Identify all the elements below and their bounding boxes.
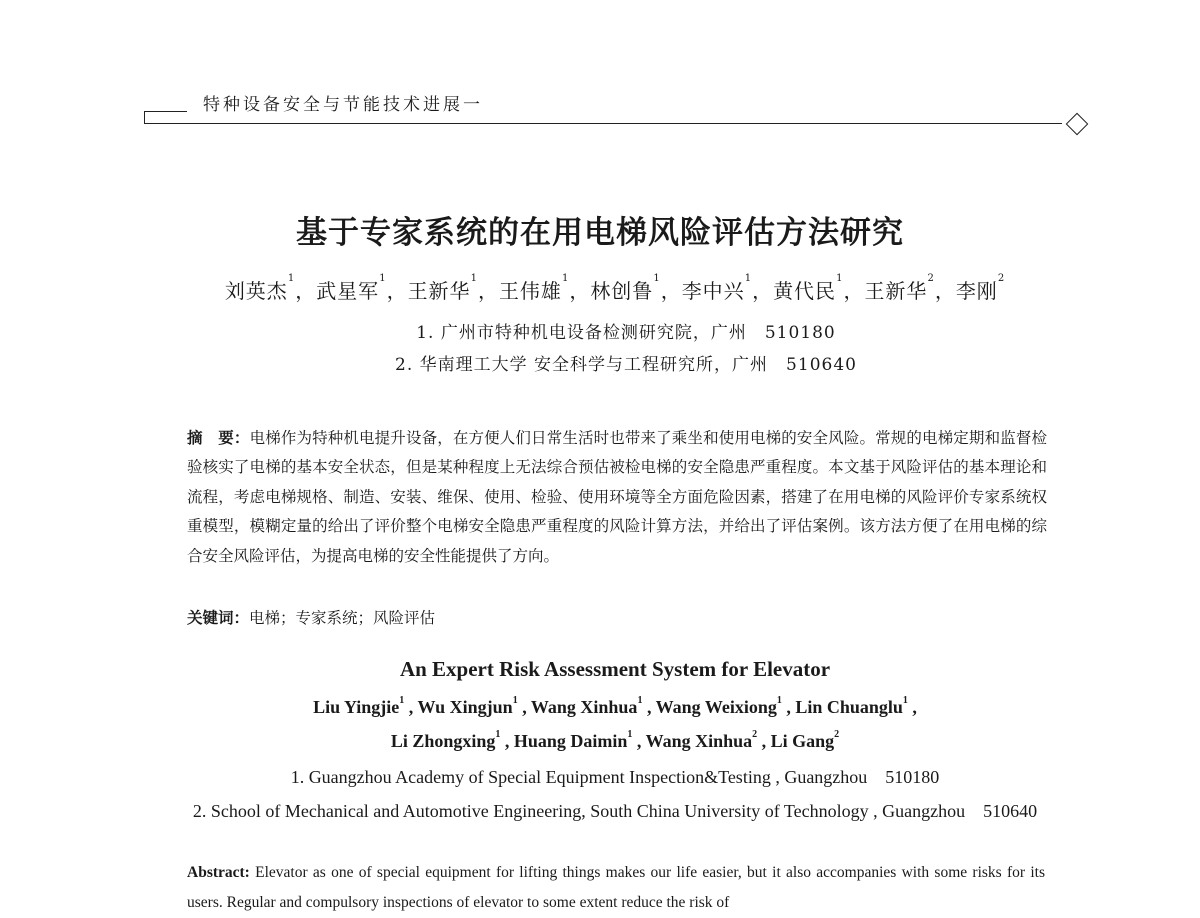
author-affiliation-mark: 1 (836, 273, 844, 284)
author-name: 武星军 (316, 279, 380, 303)
authors-cn: 刘英杰$^1$，武星军$^1$，王新华$^1$，王伟雄$^1$，林创鲁$^1$，李中兴$^1$，黄代民$^1$，王新华$^2$，李刚$^2$ (224, 273, 1006, 303)
author-affiliation-mark: 1 (627, 729, 633, 740)
abstract-cn-text: 电梯作为特种机电提升设备，在方便人们日常生活时也带来了乘坐和使用电梯的安全风险。常规的电梯定期和监督检验核实了电梯的基本安全状态，但是某种程度上无法综合预估被检电梯的安全隐患严重程度。本文基于风险评估的基本理论和流程，考虑电梯规格、制造、安装、维保、使用、检验、使用环境等全方面危险因素，搭建了在用电梯的风险评价专家系统权重模型，模糊定量的给出了评价整个电梯安全隐患严重程度的风险计算方法，并给出了评估案例。该方法方便了在用电梯的综合安全风险评估，为提高电梯的安全性能提供了方向。 (187, 429, 1047, 565)
author-affiliation-mark: 1 (379, 273, 387, 284)
author-name: 王新华 (407, 279, 471, 303)
author-name: Li Zhongxing (390, 731, 496, 751)
author-name: 林创鲁 (590, 279, 654, 303)
author-affiliation-mark: 1 (744, 273, 753, 284)
author-name: Li Gang (770, 731, 835, 751)
abstract-en-text: Elevator as one of special equipment for lifting things makes our life easier, but it also accompanies with some risks for its users. Regular and compulsory inspections of elevator to some extent reduce the risk of (187, 864, 1045, 911)
paper-title-en: An Expert Risk Assessment System for Elevator (399, 657, 831, 681)
abstract-cn-label: 摘 要： (187, 429, 250, 447)
author-affiliation-mark: 1 (495, 729, 501, 740)
keywords-cn-text: 电梯；专家系统；风险评估 (249, 609, 436, 627)
author-affiliation-mark: 1 (776, 695, 782, 706)
abstract-cn (187, 424, 1047, 571)
author-affiliation-mark: 2 (834, 729, 840, 740)
author-name: 黄代民 (773, 279, 837, 303)
keywords-cn-label: 关键词： (187, 609, 250, 627)
author-name: Wu Xingjun (417, 697, 513, 717)
keywords-cn (187, 606, 435, 628)
author-name: Wang Xinhua (530, 697, 638, 717)
author-affiliation-mark: 1 (287, 273, 296, 284)
author-affiliation-mark: 1 (653, 273, 661, 284)
abstract-en (187, 858, 1045, 918)
author-affiliation-mark: 1 (512, 695, 518, 706)
series-title: 特种设备安全与节能技术进展一 (203, 95, 483, 115)
affiliation-cn-1: 1. 广州市特种机电设备检测研究院，广州 510180 (416, 323, 836, 343)
author-affiliation-mark: 1 (399, 695, 405, 706)
author-affiliation-mark: 2 (927, 273, 935, 284)
author-name: 刘英杰 (224, 279, 288, 303)
affiliation-en-2: 2. School of Mechanical and Automotive Engineering, South China University of Technology , Guangzhou 510640 (192, 801, 1038, 821)
author-name: Lin Chuanglu (795, 697, 903, 717)
author-affiliation-mark: 1 (470, 273, 478, 284)
paper-title-cn: 基于专家系统的在用电梯风险评估方法研究 (296, 215, 904, 251)
affiliation-en-1: 1. Guangzhou Academy of Special Equipment Inspection&Testing , Guangzhou 510180 (290, 767, 940, 787)
author-name: Wang Weixiong (655, 697, 777, 717)
author-affiliation-mark: 1 (902, 695, 908, 706)
author-name: Liu Yingjie (313, 697, 400, 717)
authors-en-line1: Liu Yingjie$^1$ , Wu Xingjun$^1$ , Wang Xinhua$^1$ , Wang Weixiong$^1$ , Lin Chuanglu$^1$ , (313, 695, 917, 717)
author-affiliation-mark: 2 (752, 729, 758, 740)
author-name: 王伟雄 (498, 279, 562, 303)
author-name: 李中兴 (681, 279, 745, 303)
author-affiliation-mark: 2 (997, 273, 1006, 284)
author-name: Huang Daimin (513, 731, 628, 751)
author-name: 李刚 (955, 279, 998, 303)
author-name: 王新华 (864, 279, 928, 303)
author-affiliation-mark: 1 (561, 273, 570, 284)
abstract-en-label: Abstract: (187, 864, 250, 881)
header-rule (144, 123, 1062, 124)
affiliation-cn-2: 2. 华南理工大学 安全科学与工程研究所，广州 510640 (395, 355, 857, 375)
author-affiliation-mark: 1 (637, 695, 643, 706)
authors-en-line2: Li Zhongxing$^1$ , Huang Daimin$^1$ , Wang Xinhua$^2$ , Li Gang$^2$ (390, 729, 840, 751)
author-name: Wang Xinhua (645, 731, 753, 751)
diamond-ornament-icon (1066, 113, 1089, 136)
